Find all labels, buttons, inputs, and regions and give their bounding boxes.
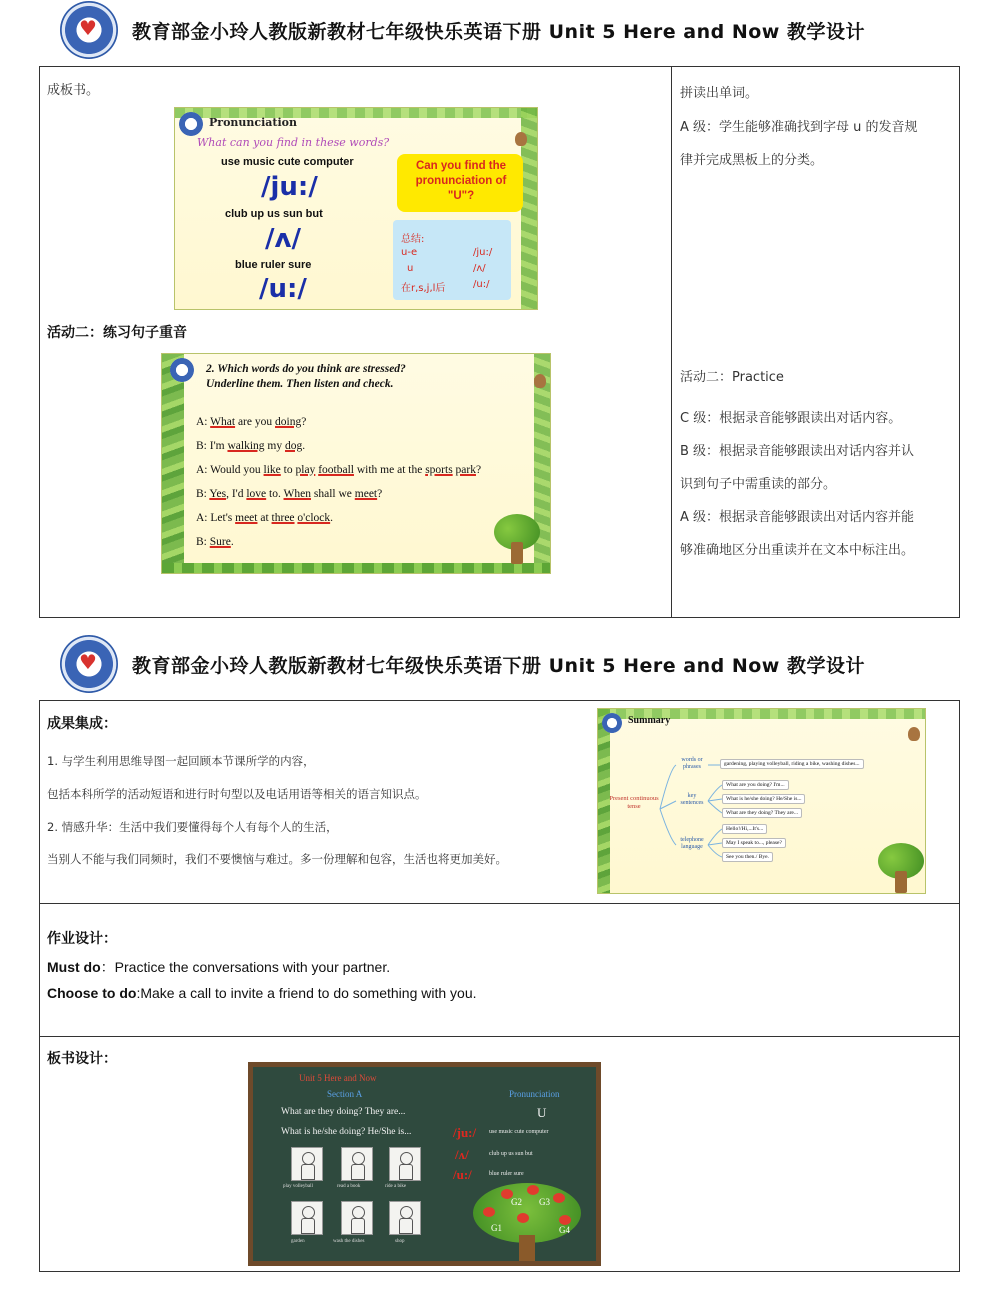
slide-question: What can you find in these words? bbox=[197, 136, 390, 149]
reading-picture bbox=[341, 1147, 373, 1181]
mindmap-leaf: What are you doing? I'm... bbox=[722, 780, 789, 790]
homework-title: 作业设计： bbox=[47, 931, 117, 947]
a-level-text-2: 律并完成黑板上的分类。 bbox=[680, 153, 824, 168]
column-divider bbox=[671, 66, 672, 618]
question-bubble: Can you find the pronunciation of "U"? bbox=[397, 154, 523, 212]
row-divider bbox=[39, 903, 960, 904]
activity2-title: 活动二：练习句子重音 bbox=[47, 325, 187, 341]
ipa-ju: /ju:/ bbox=[261, 172, 318, 202]
page-title: 教育部金小玲人教版新教材七年级快乐英语下册 Unit 5 Here and Now 教学设计 bbox=[132, 654, 865, 677]
sentence-stress-slide bbox=[161, 353, 551, 574]
ipa-wedge: /ʌ/ bbox=[265, 224, 301, 254]
group-label: G1 bbox=[491, 1223, 502, 1233]
outcome-title: 成果集成： bbox=[47, 716, 117, 732]
objective-text: 拼读出单词。 bbox=[680, 86, 759, 101]
word-row-1: use music cute computer bbox=[221, 156, 354, 168]
row-divider bbox=[39, 1036, 960, 1037]
slide-title: Pronunciation bbox=[209, 116, 297, 129]
summary-title: Summary bbox=[628, 715, 671, 726]
board-words-1: use music cute computer bbox=[489, 1129, 549, 1135]
mindmap-node-sentences: key sentences bbox=[680, 793, 704, 806]
board-sentence-2: What is he/she doing? He/She is... bbox=[281, 1127, 412, 1137]
word-row-2: club up us sun but bbox=[225, 208, 323, 220]
ipa-u-long: /u:/ bbox=[259, 274, 307, 304]
b-level-text-2: 识到句子中需重读的部分。 bbox=[680, 477, 837, 492]
outcome-item-2: 2. 情感升华：生活中我们要懂得每个人有每个人的生活， bbox=[47, 820, 338, 834]
board-ipa-1: /ju:/ bbox=[453, 1125, 477, 1140]
dialogue-line-2: B: I'm walking my dog. bbox=[196, 440, 306, 452]
mindmap-leaf: gardening, playing volleyball, riding a bike, washing dishes... bbox=[720, 759, 864, 769]
board-ipa-2: /ʌ/ bbox=[455, 1147, 469, 1162]
owl-icon bbox=[515, 132, 527, 146]
owl-icon bbox=[534, 374, 546, 388]
school-logo-icon: ♥ bbox=[60, 1, 118, 59]
b-level-text: B 级：根据录音能够跟读出对话内容并认 bbox=[680, 444, 915, 459]
group-label: G2 bbox=[511, 1197, 522, 1207]
board-words-3: blue ruler sure bbox=[489, 1171, 524, 1177]
washing-dishes-picture bbox=[341, 1201, 373, 1235]
group-label: G3 bbox=[539, 1197, 550, 1207]
group-label: G4 bbox=[559, 1225, 570, 1235]
summary-slide bbox=[597, 708, 926, 894]
board-words-2: club up us sun but bbox=[489, 1151, 533, 1157]
page-header-2 bbox=[60, 634, 960, 694]
a-level-text: A 级：学生能够准确找到字母 u 的发音规 bbox=[680, 120, 918, 135]
caption: read a book bbox=[337, 1184, 361, 1189]
word-row-3: blue ruler sure bbox=[235, 259, 312, 271]
slide-instructions: 2. Which words do you think are stressed? Underline them. Then listen and check. bbox=[206, 363, 406, 390]
homework-choose-to-do: Choose to do:Make a call to invite a friend to do something with you. bbox=[47, 985, 477, 1001]
a-level-practice-text: A 级：根据录音能够跟读出对话内容并能 bbox=[680, 510, 915, 525]
slide-logo-icon bbox=[170, 358, 194, 382]
pronunciation-slide bbox=[174, 107, 538, 310]
riding-picture bbox=[389, 1147, 421, 1181]
board-ipa-3: /u:/ bbox=[453, 1167, 472, 1182]
board-intro-text: 成板书。 bbox=[47, 83, 100, 98]
blackboard bbox=[248, 1062, 601, 1266]
group-apple-tree bbox=[473, 1183, 581, 1261]
caption: wash the dishes bbox=[333, 1239, 365, 1244]
outcome-item-2b: 当别人不能与我们同频时，我们不要懊恼与难过。多一份理解和包容，生活也将更加美好。 bbox=[47, 852, 507, 866]
dialogue-line-3: A: Would you like to play football with me at the sports park? bbox=[196, 464, 482, 476]
board-letter: U bbox=[537, 1105, 547, 1120]
dialogue-line-1: A: What are you doing? bbox=[196, 416, 307, 428]
board-section: Section A bbox=[327, 1089, 363, 1099]
playing-volleyball-picture bbox=[291, 1147, 323, 1181]
mindmap-leaf: See you then./ Bye. bbox=[722, 852, 773, 862]
tree-house-icon bbox=[494, 514, 540, 564]
page-header-1 bbox=[60, 0, 960, 60]
a-level-practice-text-2: 够准确地区分出重读并在文本中标注出。 bbox=[680, 543, 915, 558]
caption: ride a bike bbox=[385, 1184, 407, 1189]
dialogue-line-4: B: Yes, I'd love to. When shall we meet? bbox=[196, 488, 383, 500]
caption: garden bbox=[291, 1239, 305, 1244]
outcome-item-1b: 包括本科所学的活动短语和进行时句型以及电话用语等相关的语言知识点。 bbox=[47, 787, 427, 801]
gardening-picture bbox=[291, 1201, 323, 1235]
mindmap-leaf: What is he/she doing? He/She is... bbox=[722, 794, 805, 804]
shopping-picture bbox=[389, 1201, 421, 1235]
mindmap-center: Present continuous tense bbox=[609, 795, 659, 810]
mindmap-leaf: What are they doing? They are... bbox=[722, 808, 802, 818]
dialogue-line-6: B: Sure. bbox=[196, 536, 234, 548]
board-design-title: 板书设计： bbox=[47, 1051, 117, 1067]
dialogue-line-5: A: Let's meet at three o'clock. bbox=[196, 512, 334, 524]
homework-must-do: Must do：Practice the conversations with your partner. bbox=[47, 959, 391, 975]
mindmap-leaf: Hello!/Hi,...It's... bbox=[722, 824, 767, 834]
mindmap-leaf: May I speak to..., please? bbox=[722, 838, 786, 848]
outcome-item-1: 1. 与学生利用思维导图一起回顾本节课所学的内容， bbox=[47, 754, 315, 768]
mindmap-node-words: words or phrases bbox=[681, 757, 703, 770]
caption: play volleyball bbox=[283, 1184, 313, 1189]
mindmap-node-telephone: telephone language bbox=[680, 837, 704, 850]
activity2-practice: 活动二：Practice bbox=[680, 370, 784, 385]
summary-note: 总结: u-e /ju:/ u /ʌ/ 在r,s,j,l后 /u:/ bbox=[393, 220, 511, 300]
caption: shop bbox=[395, 1239, 405, 1244]
school-logo-icon: ♥ bbox=[60, 635, 118, 693]
board-unit: Unit 5 Here and Now bbox=[299, 1073, 377, 1083]
board-sentence-1: What are they doing? They are... bbox=[281, 1107, 406, 1117]
page-title: 教育部金小玲人教版新教材七年级快乐英语下册 Unit 5 Here and Now 教学设计 bbox=[132, 20, 865, 43]
board-pron-title: Pronunciation bbox=[509, 1089, 560, 1099]
c-level-text: C 级：根据录音能够跟读出对话内容。 bbox=[680, 411, 902, 426]
slide-logo-icon bbox=[179, 112, 203, 136]
